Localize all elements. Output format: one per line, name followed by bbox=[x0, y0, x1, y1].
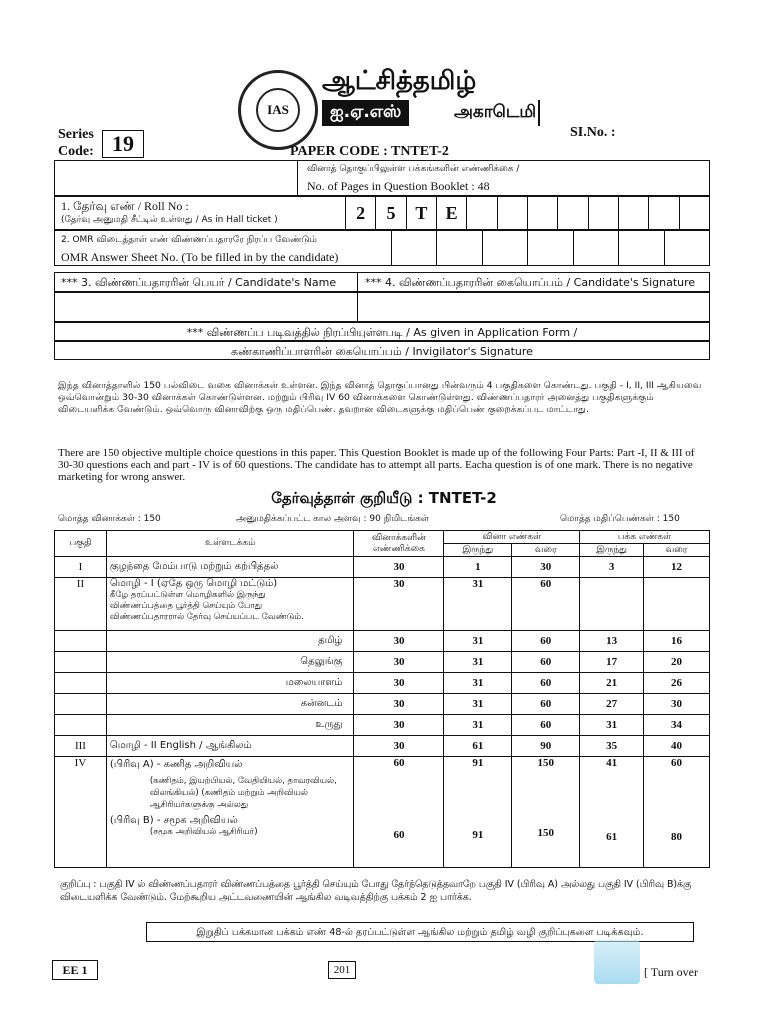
part4b-label: (பிரிவு B) - சமூக அறிவியல் bbox=[109, 815, 238, 826]
row-qto: 30 bbox=[512, 557, 580, 578]
row-count: 30 bbox=[354, 578, 444, 631]
row-qfrom: 31 bbox=[444, 652, 512, 673]
candidate-sign-label: *** 4. விண்ணப்பதாரரின் கையொப்பம் / Candidate's Signature bbox=[365, 276, 696, 289]
row-pto: 12 bbox=[644, 557, 710, 578]
part4b-qto: 150 bbox=[537, 827, 554, 839]
row-qfrom: 31 bbox=[444, 715, 512, 736]
table-row bbox=[55, 557, 710, 578]
scheme-table bbox=[54, 530, 710, 868]
roll-digit-box bbox=[679, 197, 709, 229]
row-pfrom: 3 bbox=[580, 557, 644, 578]
omr-box bbox=[573, 231, 618, 265]
row-qfrom: 31 bbox=[444, 694, 512, 715]
roll-digit-box bbox=[557, 197, 587, 229]
row-part: II bbox=[55, 578, 107, 631]
ee-code: EE 1 bbox=[52, 960, 98, 980]
roll-digit-box bbox=[497, 197, 527, 229]
row-count: 30 bbox=[354, 736, 444, 757]
roll-digit-box bbox=[618, 197, 648, 229]
header-part: பகுதி bbox=[55, 531, 107, 557]
as-given-text: *** விண்ணப்ப படிவத்தில் நிரப்பியுள்ளபடி / As given in Application Form / bbox=[186, 326, 578, 339]
row-count: 30 bbox=[354, 631, 444, 652]
row-count: 30 bbox=[354, 652, 444, 673]
row-part bbox=[55, 694, 107, 715]
row-part bbox=[55, 715, 107, 736]
instructions-english: There are 150 objective multiple choice questions in this paper. This Question Booklet is made up of the following Four Parts: Part -I, II & III of 30-30 questions each and part - IV is of 60 questions. The candidate has to attempt all parts. Eacha question is of one mark. There is no negative marketing for wrong answer. bbox=[58, 447, 695, 483]
table-row bbox=[55, 736, 710, 757]
roll-digit-box: 2 bbox=[345, 197, 375, 229]
total-marks: மொத்த மதிப்பெண்கள் : 150 bbox=[560, 514, 680, 524]
row-pfrom: 35 bbox=[580, 736, 644, 757]
part4a-note: (கணிதம், இயற்பியல், வேதியியல், தாவரவியல், விலங்கியல்) (கணிதம் மற்றும் அறிவியல் ஆசிரியர்களுக்கு அல்லது bbox=[149, 776, 337, 810]
duration: அனுமதிக்கப்பட்ட கால அளவு : 90 நிமிடங்கள் bbox=[236, 514, 429, 524]
row-part bbox=[55, 673, 107, 694]
table-row bbox=[55, 694, 710, 715]
row-qfrom: 1 bbox=[444, 557, 512, 578]
row-pfrom bbox=[580, 578, 644, 631]
roll-label: 1. தேர்வு எண் / Roll No : bbox=[61, 199, 189, 213]
row-pto bbox=[644, 578, 710, 631]
table-row bbox=[55, 631, 710, 652]
header-qfrom: இருந்து bbox=[444, 544, 512, 557]
part4a-qto: 150 bbox=[537, 757, 554, 769]
row-content: தமிழ் bbox=[318, 635, 343, 646]
row-count: 30 bbox=[354, 715, 444, 736]
logo-emblem bbox=[238, 70, 318, 150]
series-label: Series bbox=[58, 127, 94, 142]
row-qfrom: 31 bbox=[444, 631, 512, 652]
roll-digit-box: E bbox=[436, 197, 466, 229]
row-pto: 34 bbox=[644, 715, 710, 736]
part4b-pfrom: 61 bbox=[606, 831, 618, 843]
part4a-count: 60 bbox=[393, 757, 405, 769]
page-number: 201 bbox=[328, 961, 356, 979]
roll-digit-box bbox=[648, 197, 678, 229]
brand-name: ஆட்சித்தமிழ் bbox=[322, 66, 477, 96]
omr-ta: 2. OMR விடைத்தாள் எண் விண்ணப்பதாரரே நிரப்ப வேண்டும் bbox=[61, 235, 317, 245]
name-sign-header bbox=[54, 272, 710, 292]
row-part: I bbox=[55, 557, 107, 578]
series-code: 19 bbox=[102, 130, 144, 158]
row-qto: 90 bbox=[512, 736, 580, 757]
as-given-row bbox=[54, 322, 710, 341]
invigilator-row bbox=[54, 341, 710, 360]
part4a-pfrom: 41 bbox=[606, 757, 618, 769]
row-pfrom: 27 bbox=[580, 694, 644, 715]
omr-box bbox=[618, 231, 663, 265]
part4b-qfrom: 91 bbox=[472, 829, 484, 841]
header-content: உள்ளடக்கம் bbox=[106, 531, 354, 557]
omr-en: OMR Answer Sheet No. (To be filled in by the candidate) bbox=[61, 250, 339, 264]
brand-sub1: ஐ.ஏ.எஸ் bbox=[322, 100, 409, 126]
invigilator-text: கண்காணிப்பாளரின் கையொப்பம் / Invigilator's Signature bbox=[231, 345, 533, 358]
row-pto: 26 bbox=[644, 673, 710, 694]
part4-label: IV bbox=[55, 757, 107, 868]
row-content: தெலுங்கு bbox=[300, 656, 343, 667]
part4b-note: (சமூக அறிவியல் ஆசிரியர்) bbox=[149, 827, 258, 837]
name-sign-fields bbox=[54, 292, 710, 322]
table-row bbox=[55, 652, 710, 673]
row-pto: 30 bbox=[644, 694, 710, 715]
row-qto: 60 bbox=[512, 715, 580, 736]
pages-row bbox=[54, 160, 710, 196]
roll-digit-box: 5 bbox=[375, 197, 405, 229]
part4b-pto: 80 bbox=[671, 831, 683, 843]
omr-box bbox=[664, 231, 709, 265]
row-qto: 60 bbox=[512, 631, 580, 652]
candidate-name-label: *** 3. விண்ணப்பதாரரின் பெயர் / Candidate's Name bbox=[61, 276, 337, 289]
row-qto: 60 bbox=[512, 673, 580, 694]
row-content: மொழி - II English / ஆங்கிலம் bbox=[109, 740, 252, 751]
pages-ta: வினாத் தொகுப்பிலுள்ள பக்கங்களின் எண்ணிக்கை / bbox=[307, 164, 520, 174]
part4a-pto: 60 bbox=[671, 757, 683, 769]
omr-box bbox=[482, 231, 527, 265]
omr-row bbox=[54, 230, 710, 266]
row-part bbox=[55, 631, 107, 652]
row-content: மலையாளம் bbox=[285, 677, 343, 688]
row-pto: 16 bbox=[644, 631, 710, 652]
roll-digit-box: T bbox=[406, 197, 436, 229]
code-label: Code: bbox=[58, 144, 94, 159]
row-pto: 40 bbox=[644, 736, 710, 757]
brand-sub2: அகாடெமி bbox=[452, 100, 540, 126]
part4a-qfrom: 91 bbox=[472, 757, 484, 769]
pages-en: No. of Pages in Question Booklet : 48 bbox=[307, 179, 490, 193]
part4b-count: 60 bbox=[393, 829, 405, 841]
footer-note: குறிப்பு : பகுதி IV ல் விண்ணப்பதாரர் விண்ணப்பத்தை பூர்த்தி செய்யும் போது தேர்ந்தெடுத்தவாறே பகுதி IV (பிரிவு A) அல்லது பகுதி IV (பிரிவு B)க்கு விடையளிக்க வேண்டும். மேற்கூறிய அட்டவணையின் ஆங்கில வடிவத்திற்கு பக்கம் 2 ஐ பார்க்க. bbox=[60, 879, 692, 903]
omr-boxes bbox=[391, 231, 709, 265]
row-pto: 20 bbox=[644, 652, 710, 673]
row-qto: 60 bbox=[512, 578, 580, 631]
row-content: குழந்தை மேம்பாடு மற்றும் கற்பித்தல் bbox=[109, 561, 279, 572]
logo-text: IAS bbox=[256, 88, 300, 132]
roll-digit-boxes bbox=[345, 197, 709, 229]
omr-box bbox=[436, 231, 481, 265]
row-content: கன்னடம் bbox=[300, 698, 343, 709]
row-qfrom: 31 bbox=[444, 673, 512, 694]
row-qfrom: 61 bbox=[444, 736, 512, 757]
row-part: III bbox=[55, 736, 107, 757]
roll-row bbox=[54, 196, 710, 230]
row-count: 30 bbox=[354, 694, 444, 715]
row-pfrom: 31 bbox=[580, 715, 644, 736]
roll-digit-box bbox=[466, 197, 496, 229]
table-row bbox=[55, 673, 710, 694]
header-pto: வரை bbox=[644, 544, 710, 557]
omr-box bbox=[527, 231, 572, 265]
scheme-title: தேர்வுத்தாள் குறியீடு : TNTET-2 bbox=[271, 489, 497, 507]
header-pageno: பக்க எண்கள் bbox=[580, 531, 710, 544]
instructions-tamil: இந்த வினாத்தாளில் 150 பல்விடை வகை வினாக்கள் உள்ளன. இந்த வினாத் தொகுப்பானது பின்வரும் 4 பகுதிகளை கொண்டது. பகுதி - I, II, III ஆகியவை ஒவ்வொன்றும் 30-30 வினாக்கள் கொண்டுள்ளன. மற்றும் பிரிவு IV 60 வினாக்களை கொண்டுள்ளது. விண்ணப்பதாரர் அனைத்து பகுதிகளுக்கும் விடையளிக்க வேண்டும். ஒவ்வொரு வினாவிற்கு ஒரு மதிப்பெண். தவறான விடைகளுக்கு மதிப்பெண் குறைக்கப்பட மாட்டாது. bbox=[58, 380, 702, 415]
row-content: உருது bbox=[315, 719, 343, 730]
boxed-note: இறுதிப் பக்கமான பக்கம் எண் 48-ல் தரப்பட்டுள்ள ஆங்கில மற்றும் தமிழ் வழி குறிப்புகளை படிக்கவும். bbox=[196, 927, 644, 938]
row-note: கீழே தரப்பட்டுள்ள மொழிகளில் இருந்து விண்ணப்பத்தை பூர்த்தி செய்யும் போது விண்ணப்பதாரரால் தேர்வு செய்யப்பட வேண்டும். bbox=[109, 590, 304, 622]
slno-label: SI.No. : bbox=[570, 125, 616, 140]
row-content: மொழி - I (ஏதே ஒரு மொழி மட்டும்) bbox=[109, 578, 278, 589]
part4a-label: (பிரிவு A) - கணித அறிவியல் bbox=[109, 759, 243, 770]
row-pfrom: 17 bbox=[580, 652, 644, 673]
row-part bbox=[55, 652, 107, 673]
header-count: வினாக்களின் எண்ணிக்கை bbox=[354, 531, 444, 557]
total-questions: மொத்த வினாக்கள் : 150 bbox=[58, 514, 161, 524]
row-pfrom: 21 bbox=[580, 673, 644, 694]
watermark-icon bbox=[594, 940, 640, 984]
header-qno: வினா எண்கள் bbox=[444, 531, 580, 544]
row-qto: 60 bbox=[512, 652, 580, 673]
header-pfrom: இருந்து bbox=[580, 544, 644, 557]
table-row bbox=[55, 715, 710, 736]
row-count: 30 bbox=[354, 673, 444, 694]
table-row bbox=[55, 578, 710, 631]
roll-sub: (தேர்வு அனுமதி சீட்டில் உள்ளது / As in Hall ticket ) bbox=[61, 215, 278, 225]
row-qfrom: 31 bbox=[444, 578, 512, 631]
header-qto: வரை bbox=[512, 544, 580, 557]
row-pfrom: 13 bbox=[580, 631, 644, 652]
roll-digit-box bbox=[588, 197, 618, 229]
roll-digit-box bbox=[527, 197, 557, 229]
row-qto: 60 bbox=[512, 694, 580, 715]
row-count: 30 bbox=[354, 557, 444, 578]
omr-box bbox=[391, 231, 436, 265]
boxed-note-frame bbox=[146, 922, 694, 942]
paper-code: PAPER CODE : TNTET-2 bbox=[290, 144, 449, 159]
turn-over: [ Turn over bbox=[644, 965, 699, 979]
